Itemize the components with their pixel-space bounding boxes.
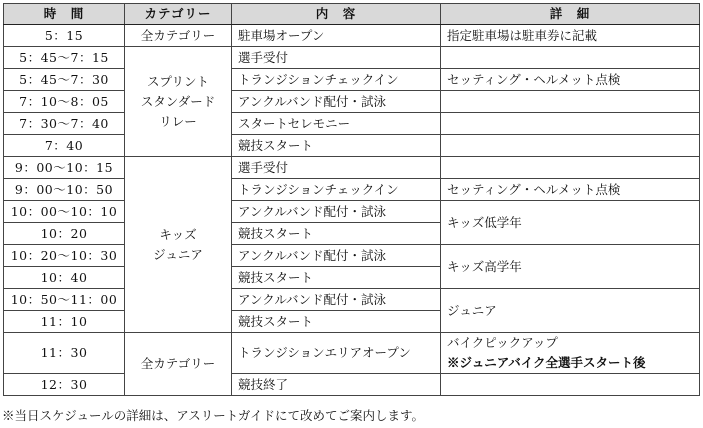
category-cell-sprint-group [125,47,232,157]
detail-cell: キッズ低学年 [441,201,700,245]
content-cell: アンクルバンド配付・試泳 [232,201,441,223]
time-cell: 7：30〜7：40 [4,113,125,135]
category-line: リレー [159,113,197,129]
category-line: スプリント [146,73,209,89]
footnote: ※当日スケジュールの詳細は、アスリートガイドにて改めてご案内します。 [2,408,425,423]
detail-cell [441,157,700,179]
content-cell: アンクルバンド配付・試泳 [232,245,441,267]
content-cell: トランジションエリアオープン [232,333,441,374]
time-cell: 9：00〜10：15 [4,157,125,179]
detail-cell: キッズ高学年 [441,245,700,289]
table-row [4,113,700,135]
detail-cell: セッティング・ヘルメット点検 [441,179,700,201]
table-row [4,135,700,157]
time-cell: 11：30 [4,333,125,374]
header-time: 時 間 [4,4,125,25]
content-cell: 競技スタート [232,223,441,245]
table-row [4,179,700,201]
content-cell: 競技終了 [232,374,441,396]
table-row [4,47,700,69]
time-cell: 10：20 [4,223,125,245]
table-row [4,245,700,267]
detail-cell [441,91,700,113]
time-cell: 10：40 [4,267,125,289]
detail-cell [441,135,700,157]
time-cell: 7：10〜8：05 [4,91,125,113]
table-row [4,201,700,223]
time-cell: 12：30 [4,374,125,396]
time-cell: 7：40 [4,135,125,157]
detail-emphasis: ※ジュニアバイク全選手スタート後 [447,355,646,370]
content-cell: 選手受付 [232,47,441,69]
detail-cell: ジュニア [441,289,700,333]
time-cell: 10：50〜11：00 [4,289,125,311]
detail-cell: セッティング・ヘルメット点検 [441,69,700,91]
detail-cell [441,333,700,374]
header-content: 内 容 [232,4,441,25]
header-row [4,4,700,25]
content-cell: 競技スタート [232,267,441,289]
table-row [4,374,700,396]
table-row [4,333,700,374]
table-row [4,69,700,91]
table-row [4,91,700,113]
detail-cell [441,374,700,396]
category-cell: 全カテゴリー [125,25,232,47]
table-row [4,289,700,311]
table-row [4,157,700,179]
header-category: カテゴリー [125,4,232,25]
detail-cell: 指定駐車場は駐車券に記載 [441,25,700,47]
category-cell: 全カテゴリー [125,333,232,396]
content-cell: 競技スタート [232,135,441,157]
content-cell: 選手受付 [232,157,441,179]
detail-cell [441,113,700,135]
time-cell: 11：10 [4,311,125,333]
content-cell: スタートセレモニー [232,113,441,135]
content-cell: 競技スタート [232,311,441,333]
content-cell: トランジションチェックイン [232,69,441,91]
content-cell: 駐車場オープン [232,25,441,47]
category-line: キッズ [159,226,197,242]
schedule-table [3,3,700,396]
time-cell: 10：20〜10：30 [4,245,125,267]
time-cell: 10：00〜10：10 [4,201,125,223]
category-line: ジュニア [153,246,203,262]
time-cell: 9：00〜10：50 [4,179,125,201]
content-cell: アンクルバンド配付・試泳 [232,91,441,113]
detail-cell [441,47,700,69]
time-cell: 5：45〜7：30 [4,69,125,91]
category-cell-kids-group [125,157,232,333]
detail-line: バイクピックアップ [447,335,558,350]
time-cell: 5：45〜7：15 [4,47,125,69]
header-detail: 詳 細 [441,4,700,25]
table-row [4,25,700,47]
content-cell: アンクルバンド配付・試泳 [232,289,441,311]
category-line: スタンダード [140,93,216,109]
time-cell: 5：15 [4,25,125,47]
content-cell: トランジションチェックイン [232,179,441,201]
